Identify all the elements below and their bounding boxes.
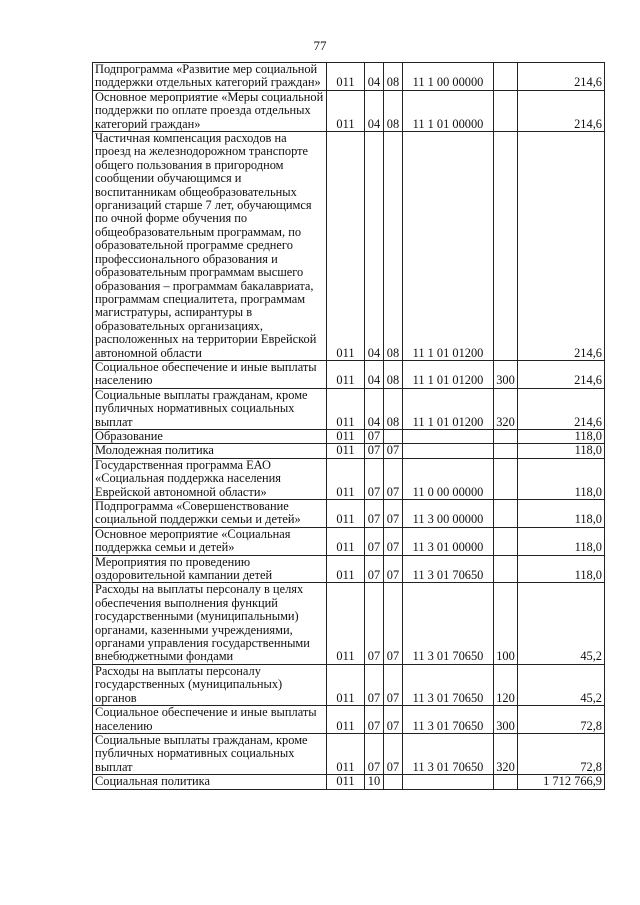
ministry-code: 011 — [327, 500, 365, 528]
subsection-code — [384, 429, 403, 443]
table-row — [93, 132, 605, 361]
subsection-code: 07 — [384, 458, 403, 499]
expense-type-code — [494, 458, 518, 499]
target-article-code: 11 3 01 70650 — [403, 733, 494, 774]
subsection-code — [384, 775, 403, 789]
section-code: 04 — [365, 132, 384, 361]
section-code: 07 — [365, 527, 384, 555]
section-code: 07 — [365, 500, 384, 528]
ministry-code: 011 — [327, 775, 365, 789]
subsection-code: 07 — [384, 706, 403, 734]
ministry-code: 011 — [327, 429, 365, 443]
ministry-code: 011 — [327, 555, 365, 583]
section-code: 07 — [365, 733, 384, 774]
row-name: Подпрограмма «Развитие мер социальной поддержки отдельных категорий граждан» — [93, 63, 327, 91]
expense-type-code: 320 — [494, 388, 518, 429]
section-code: 07 — [365, 458, 384, 499]
section-code: 07 — [365, 664, 384, 705]
target-article-code: 11 3 01 00000 — [403, 527, 494, 555]
amount: 45,2 — [518, 583, 605, 664]
target-article-code: 11 1 00 00000 — [403, 63, 494, 91]
subsection-code: 07 — [384, 500, 403, 528]
row-name: Социальное обеспечение и иные выплаты населению — [93, 360, 327, 388]
expense-type-code — [494, 555, 518, 583]
target-article-code: 11 3 01 70650 — [403, 555, 494, 583]
ministry-code: 011 — [327, 132, 365, 361]
row-name: Государственная программа ЕАО «Социальная поддержка населения Еврейской автономной области» — [93, 458, 327, 499]
subsection-code: 07 — [384, 733, 403, 774]
table-row — [93, 388, 605, 429]
section-code: 07 — [365, 555, 384, 583]
ministry-code: 011 — [327, 706, 365, 734]
row-name: Образование — [93, 429, 327, 443]
table-row — [93, 706, 605, 734]
table-row — [93, 360, 605, 388]
table-row — [93, 444, 605, 458]
ministry-code: 011 — [327, 90, 365, 131]
subsection-code: 08 — [384, 63, 403, 91]
ministry-code: 011 — [327, 527, 365, 555]
subsection-code: 07 — [384, 527, 403, 555]
subsection-code: 08 — [384, 132, 403, 361]
table-row — [93, 90, 605, 131]
ministry-code: 011 — [327, 733, 365, 774]
table-row — [93, 429, 605, 443]
table-row — [93, 63, 605, 91]
section-code: 07 — [365, 583, 384, 664]
row-name: Социальные выплаты гражданам, кроме публичных нормативных социальных выплат — [93, 733, 327, 774]
ministry-code: 011 — [327, 458, 365, 499]
subsection-code: 08 — [384, 90, 403, 131]
section-code: 07 — [365, 706, 384, 734]
section-code: 07 — [365, 429, 384, 443]
expense-type-code — [494, 527, 518, 555]
amount: 72,8 — [518, 706, 605, 734]
subsection-code: 07 — [384, 444, 403, 458]
table-row — [93, 583, 605, 664]
ministry-code: 011 — [327, 360, 365, 388]
expense-type-code — [494, 132, 518, 361]
amount: 1 712 766,9 — [518, 775, 605, 789]
row-name: Расходы на выплаты персоналу государственных (муниципальных) органов — [93, 664, 327, 705]
target-article-code: 11 3 00 00000 — [403, 500, 494, 528]
amount: 214,6 — [518, 360, 605, 388]
ministry-code: 011 — [327, 388, 365, 429]
target-article-code: 11 3 01 70650 — [403, 664, 494, 705]
row-name: Социальная политика — [93, 775, 327, 789]
subsection-code: 07 — [384, 583, 403, 664]
amount: 214,6 — [518, 63, 605, 91]
ministry-code: 011 — [327, 444, 365, 458]
expense-type-code: 300 — [494, 360, 518, 388]
target-article-code: 11 1 01 00000 — [403, 90, 494, 131]
ministry-code: 011 — [327, 664, 365, 705]
row-name: Подпрограмма «Совершенствование социальной поддержки семьи и детей» — [93, 500, 327, 528]
target-article-code: 11 3 01 70650 — [403, 583, 494, 664]
target-article-code — [403, 444, 494, 458]
target-article-code: 11 1 01 01200 — [403, 360, 494, 388]
target-article-code: 11 3 01 70650 — [403, 706, 494, 734]
subsection-code: 08 — [384, 388, 403, 429]
amount: 214,6 — [518, 132, 605, 361]
amount: 214,6 — [518, 388, 605, 429]
row-name: Социальное обеспечение и иные выплаты населению — [93, 706, 327, 734]
expense-type-code: 320 — [494, 733, 518, 774]
row-name: Частичная компенсация расходов на проезд на железнодорожном транспорте общего пользования в пригородном сообщении обучающимся и воспитанникам общеобразовательных организаций старше 7 лет, обучающимся по очной форме обучения по общеобразовательным программам, по образовательной программе среднего профессионального образования и образовательным программам высшего образования – программам бакалавриата, программам специалитета, программам магистратуры, аспирантуры в образовательных организациях, расположенных на территории Еврейской автономной области — [93, 132, 327, 361]
section-code: 10 — [365, 775, 384, 789]
row-name: Социальные выплаты гражданам, кроме публичных нормативных социальных выплат — [93, 388, 327, 429]
section-code: 04 — [365, 360, 384, 388]
amount: 118,0 — [518, 458, 605, 499]
expense-type-code — [494, 63, 518, 91]
table-row — [93, 664, 605, 705]
table-row — [93, 733, 605, 774]
amount: 118,0 — [518, 527, 605, 555]
table-row — [93, 555, 605, 583]
row-name: Молодежная политика — [93, 444, 327, 458]
table-body — [93, 63, 605, 790]
expense-type-code: 100 — [494, 583, 518, 664]
target-article-code — [403, 429, 494, 443]
subsection-code: 07 — [384, 664, 403, 705]
target-article-code: 11 0 00 00000 — [403, 458, 494, 499]
amount: 118,0 — [518, 555, 605, 583]
target-article-code — [403, 775, 494, 789]
ministry-code: 011 — [327, 63, 365, 91]
row-name: Расходы на выплаты персоналу в целях обеспечения выполнения функций государственными (муниципальными) органами, казенными учреждениями, органами управления государственными внебюджетными фондами — [93, 583, 327, 664]
budget-table — [92, 62, 605, 790]
section-code: 04 — [365, 63, 384, 91]
subsection-code: 08 — [384, 360, 403, 388]
expense-type-code — [494, 90, 518, 131]
section-code: 07 — [365, 444, 384, 458]
row-name: Мероприятия по проведению оздоровительной кампании детей — [93, 555, 327, 583]
table-row — [93, 775, 605, 789]
row-name: Основное мероприятие «Меры социальной поддержки по оплате проезда отдельных категорий граждан» — [93, 90, 327, 131]
expense-type-code: 120 — [494, 664, 518, 705]
section-code: 04 — [365, 388, 384, 429]
table-row — [93, 458, 605, 499]
row-name: Основное мероприятие «Социальная поддержка семьи и детей» — [93, 527, 327, 555]
ministry-code: 011 — [327, 583, 365, 664]
table-row — [93, 500, 605, 528]
table-row — [93, 527, 605, 555]
expense-type-code — [494, 775, 518, 789]
amount: 118,0 — [518, 500, 605, 528]
expense-type-code — [494, 444, 518, 458]
amount: 72,8 — [518, 733, 605, 774]
amount: 45,2 — [518, 664, 605, 705]
amount: 118,0 — [518, 444, 605, 458]
amount: 214,6 — [518, 90, 605, 131]
target-article-code: 11 1 01 01200 — [403, 132, 494, 361]
expense-type-code: 300 — [494, 706, 518, 734]
expense-type-code — [494, 429, 518, 443]
page-number: 77 — [313, 38, 327, 53]
expense-type-code — [494, 500, 518, 528]
amount: 118,0 — [518, 429, 605, 443]
section-code: 04 — [365, 90, 384, 131]
subsection-code: 07 — [384, 555, 403, 583]
target-article-code: 11 1 01 01200 — [403, 388, 494, 429]
